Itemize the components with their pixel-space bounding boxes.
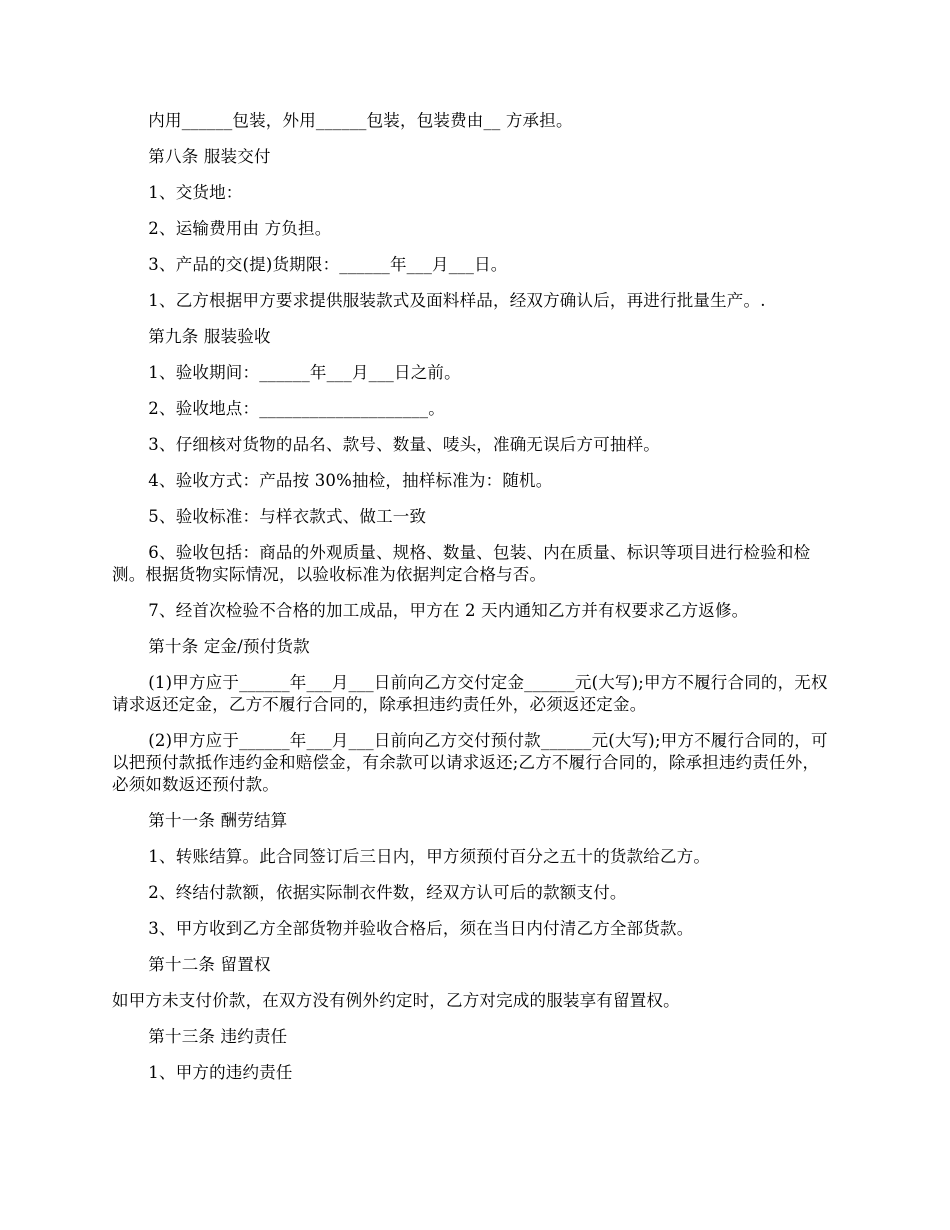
paragraph: 如甲方未支付价款，在双方没有例外约定时，乙方对完成的服装享有留置权。 [112,991,680,1010]
document-body [112,110,832,1098]
paragraph: (1)甲方应于______年___月___日前向乙方交付定金______元(大写);甲方不履行合同的，无权请求返还定金，乙方不履行合同的，除承担违约责任外，必须返还定金。 [112,673,828,714]
paragraph: 3、产品的交(提)货期限：______年___月___日。 [148,255,508,274]
paragraph: 2、验收地点：____________________。 [148,399,445,418]
paragraph: 7、经首次检验不合格的加工成品，甲方在 2 天内通知乙方并有权要求乙方返修。 [148,601,749,620]
paragraph: (2)甲方应于______年___月___日前向乙方交付预付款______元(大写);甲方不履行合同的，可以把预付款抵作违约金和赔偿金，有余款可以请求返还;乙方不履行合同的，除承担违约责任外，必须如数返还预付款。 [112,731,828,794]
paragraph: 第十二条 留置权 [148,955,271,974]
paragraph: 第十一条 酬劳结算 [148,811,288,830]
paragraph: 第十三条 违约责任 [148,1027,288,1046]
paragraph: 1、甲方的违约责任 [148,1063,293,1082]
paragraph: 5、验收标准：与样衣款式、做工一致 [148,507,427,526]
paragraph: 6、验收包括：商品的外观质量、规格、数量、包装、内在质量、标识等项目进行检验和检测。根据货物实际情况，以验收标准为依据判定合格与否。 [112,543,811,584]
paragraph: 第九条 服装验收 [148,327,271,346]
paragraph: 1、转账结算。此合同签订后三日内，甲方须预付百分之五十的货款给乙方。 [148,847,711,866]
paragraph: 第十条 定金/预付货款 [148,637,310,656]
paragraph: 2、终结付款额，依据实际制衣件数，经双方认可后的款额支付。 [148,883,627,902]
paragraph: 2、运输费用由 方负担。 [148,219,332,238]
paragraph: 3、仔细核对货物的品名、款号、数量、唛头，准确无误后方可抽样。 [148,435,660,454]
paragraph: 1、验收期间：______年___月___日之前。 [148,363,461,382]
paragraph: 内用______包装，外用______包装，包装费由__ 方承担。 [148,111,573,130]
paragraph: 1、乙方根据甲方要求提供服装款式及面料样品，经双方确认后，再进行批量生产。. [148,291,766,310]
paragraph: 1、交货地： [148,183,243,202]
paragraph: 3、甲方收到乙方全部货物并验收合格后，须在当日内付清乙方全部货款。 [148,919,694,938]
paragraph: 4、验收方式：产品按 30%抽检，抽样标准为：随机。 [148,471,553,490]
paragraph: 第八条 服装交付 [148,147,271,166]
